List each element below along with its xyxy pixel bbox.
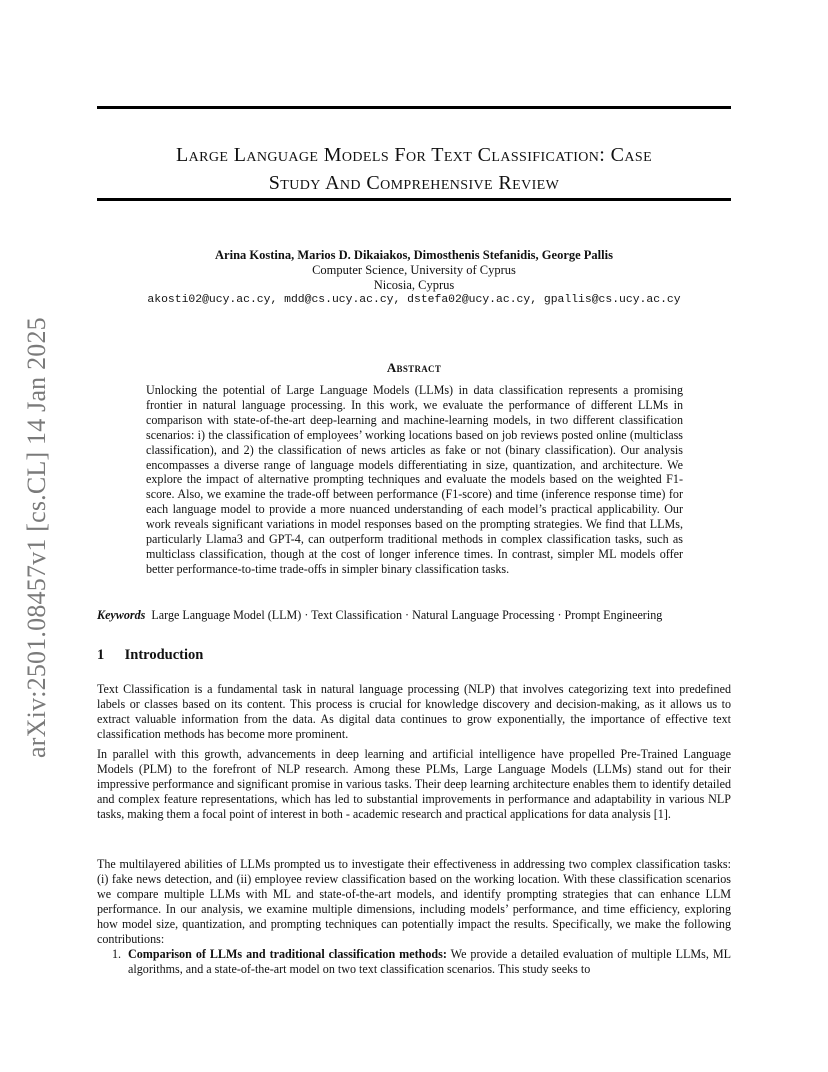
- list-item-number: 1.: [112, 947, 122, 961]
- paper-title-line-1: Large Language Models For Text Classification: Case: [175, 144, 653, 167]
- section-heading-introduction: [97, 647, 203, 664]
- keywords-line: [97, 608, 737, 623]
- author-block: [97, 248, 731, 308]
- author-emails: akosti02@ucy.ac.cy, mdd@cs.ucy.ac.cy, dstefa02@ucy.ac.cy, gpallis@cs.ucy.ac.cy: [147, 294, 681, 306]
- list-item: [112, 947, 732, 977]
- abstract-text: Unlocking the potential of Large Language Models (LLMs) in data classification represents a promising frontier in natural language processing. In this work, we evaluate the performance of different LLMs in comparison with state-of-the-art deep-learning and machine-learning models, in two different classification scenarios: i) the classification of employees’ working locations based on job reviews posted online (multiclass classification), and 2) the classification of news articles as fake or not (binary classification). Our analysis encompasses a diverse range of language models differentiating in size, quantization, and architecture. We explore the impact of alternative prompting techniques and evaluate the models based on the weighted F1-score. Also, we examine the trade-off between performance (F1-score) and time (inference response time) for each language model to provide a more nuanced understanding of each model’s practical applicability. Our work reveals significant variations in model responses based on the prompting strategies. We find that LLMs, particularly Llama3 and GPT-4, can outperform traditional methods in complex classification tasks, such as multiclass classification, though at the cost of longer inference times. In contrast, simpler ML models offer better performance-to-time trade-offs in simpler binary classification tasks.: [146, 383, 683, 576]
- author-affiliation: Computer Science, University of Cyprus: [312, 263, 516, 277]
- intro-paragraph-2: In parallel with this growth, advancements in deep learning and artificial intelligence have propelled Pre-Trained Language Models (PLM) to the forefront of NLP research. Among these PLMs, Large Language Models (LLMs) stand out for their impressive performance and significant promise in various tasks. Their deep learning architecture enables them to identify detailed and complex feature representations, which has led to substantial improvements in performance and adaptability in various NLP tasks, making them a focal point of interest in both - academic research and practical applications for data analysis [1].: [97, 747, 731, 821]
- list-item-title: Comparison of LLMs and traditional classification methods:: [128, 947, 447, 961]
- section-title: Introduction: [124, 647, 204, 663]
- paper-title-line-2: Study And Comprehensive Review: [268, 172, 560, 195]
- keywords-text: Large Language Model (LLM) · Text Classification · Natural Language Processing · Prompt Engineering: [151, 608, 663, 622]
- author-location: Nicosia, Cyprus: [373, 278, 455, 292]
- intro-paragraph-1: Text Classification is a fundamental task in natural language processing (NLP) that involves categorizing text into predefined labels or classes based on its content. This process is crucial for knowledge discovery and decision-making, as it allows us to extract valuable information from the data. As digital data continues to grow exponentially, the importance of effective text classification methods has become more prominent.: [97, 682, 731, 741]
- arxiv-identifier: arXiv:2501.08457v1 [cs.CL] 14 Jan 2025: [22, 317, 51, 758]
- section-number: 1: [97, 647, 105, 663]
- title-rule-bottom: [97, 198, 731, 201]
- keywords-label: Keywords: [97, 608, 146, 622]
- list-item-text: We provide a detailed evaluation of multiple LLMs, ML algorithms, and a state-of-the-art model on two text classification scenarios. This study seeks to: [128, 947, 732, 976]
- paper-title: [97, 141, 731, 197]
- intro-paragraph-3: The multilayered abilities of LLMs prompted us to investigate their effectiveness in addressing two complex classification tasks: (i) fake news detection, and (ii) employee review classification based on the working location. With these classification scenarios we compare multiple LLMs with ML and state-of-the-art models, and identify prompting strategies that can enhance LLM performance. In our analysis, we examine multiple dimensions, including models’ performance, and time efficiency, exploring how model size, quantization, and prompting techniques can potentially impact the results. Specifically, we make the following contributions:: [97, 857, 731, 946]
- author-names: Arina Kostina, Marios D. Dikaiakos, Dimosthenis Stefanidis, George Pallis: [215, 248, 613, 262]
- contribution-list: [112, 947, 732, 977]
- abstract-heading: Abstract: [386, 360, 442, 375]
- title-rule-top: [97, 106, 731, 109]
